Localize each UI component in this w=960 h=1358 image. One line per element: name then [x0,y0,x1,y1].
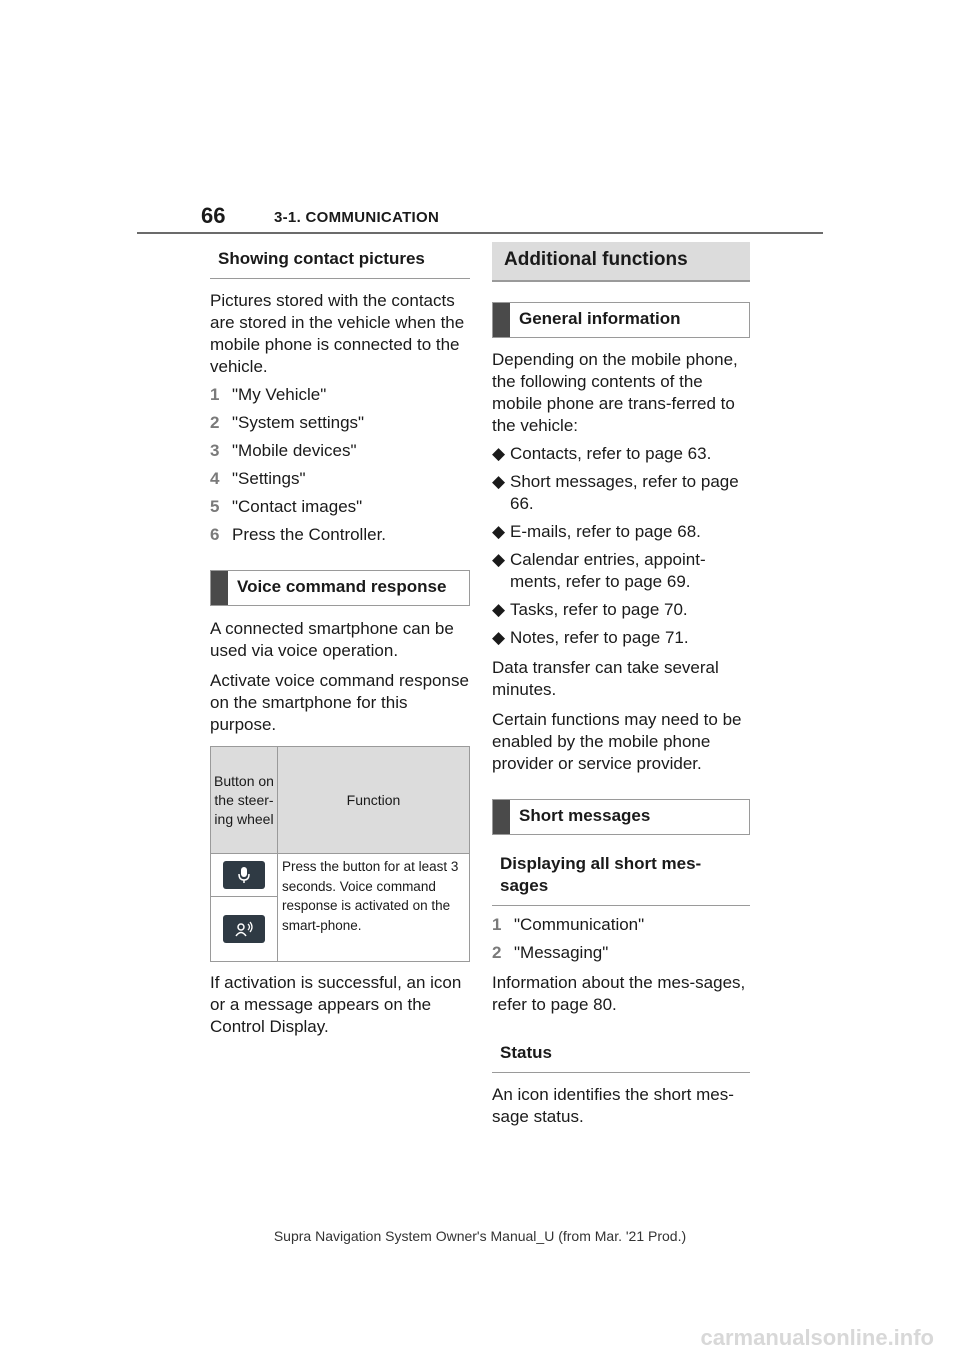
contact-pictures-steps [210,384,470,546]
voice-function-table [210,746,470,962]
section-title: 3-1. COMMUNICATION [274,209,440,226]
button-cell-voice [211,897,278,962]
list-item: ◆ Tasks, refer to page 70. [492,600,688,619]
step-item: 1 "My Vehicle" [210,385,327,404]
page-number: 66 [201,203,226,228]
messages-info: Information about the mes-sages, refer to page 80. [492,973,746,1014]
general-information-heading: General information [492,302,750,338]
heading-bar [493,303,510,337]
step-item: 1 "Communication" [492,915,645,934]
general-intro: Depending on the mobile phone, the following contents of the mobile phone are trans-ferred to the vehicle: [492,350,738,435]
step-item: 4 "Settings" [210,469,306,488]
page-footer: Supra Navigation System Owner's Manual_U (from Mar. '21 Prod.) [273,1228,687,1244]
step-item: 5 "Contact images" [210,497,363,516]
left-column [210,242,470,1038]
displaying-messages-heading: Displaying all short mes-sages [492,847,750,906]
heading-bar [493,800,510,834]
step-item: 2 "Messaging" [492,943,609,962]
voice-command-heading: Voice command response [210,570,470,606]
additional-functions-heading: Additional functions [492,242,750,282]
short-messages-steps [492,914,750,964]
list-item: ◆ Calendar entries, appoint-ments, refer to page 69. [492,550,706,591]
step-item: 2 "System settings" [210,413,365,432]
voice-para-1: A connected smartphone can be used via voice operation. [210,619,454,660]
step-item: 3 "Mobile devices" [210,441,357,460]
list-item: ◆ Contacts, refer to page 63. [492,444,712,463]
heading-bar [211,571,228,605]
list-item: ◆ E-mails, refer to page 68. [492,522,701,541]
table-header-function: Function [278,747,470,854]
list-item: ◆ Short messages, refer to page 66. [492,472,739,513]
contents-list [492,443,750,649]
general-para-2: Certain functions may need to be enabled by the mobile phone provider or service provider. [492,710,742,773]
table-header-button: Button on the steer-ing wheel [211,747,278,854]
header-rule [137,232,823,234]
button-cell-mic [211,854,278,897]
contact-pictures-intro: Pictures stored with the contacts are stored in the vehicle when the mobile phone is connected to the vehicle. [210,291,465,376]
voice-assistant-icon [223,915,265,943]
general-para-1: Data transfer can take several minutes. [492,658,719,699]
step-item: 6 Press the Controller. [210,525,387,544]
contact-pictures-heading: Showing contact pictures [210,242,470,279]
voice-para-2: Activate voice command response on the smartphone for this purpose. [210,671,469,734]
function-text: Press the button for at least 3 seconds. Voice command response is activated on the smart-phone. [278,854,470,962]
watermark: carmanualsonline.info [700,1325,934,1350]
list-item: ◆ Notes, refer to page 71. [492,628,689,647]
short-messages-heading: Short messages [492,799,750,835]
status-text: An icon identifies the short mes-sage status. [492,1085,734,1126]
voice-after-text: If activation is successful, an icon or a message appears on the Control Display. [210,973,462,1036]
status-heading: Status [492,1036,750,1073]
microphone-icon [223,861,265,889]
right-column [492,242,750,1128]
